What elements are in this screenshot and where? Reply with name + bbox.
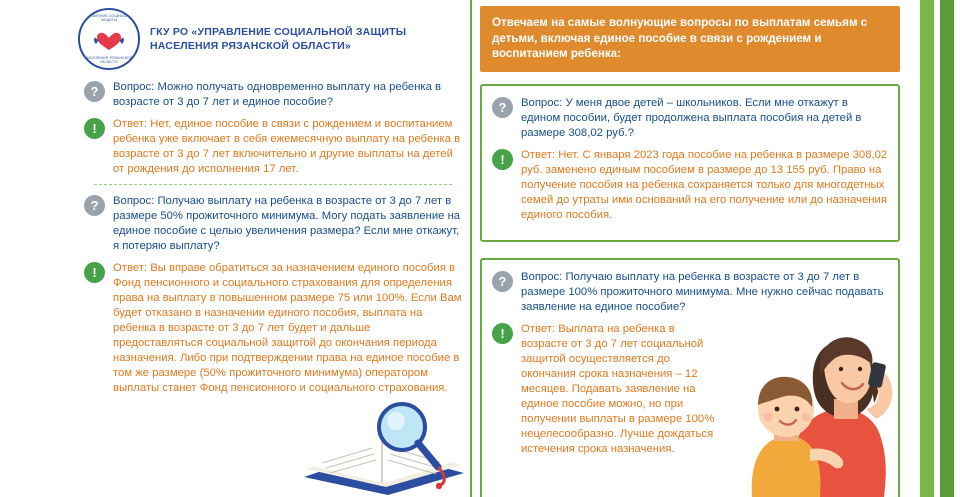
question-label: Вопрос: bbox=[113, 195, 155, 208]
question-body: У меня двое детей – школьников. Если мне откажут в едином пособии, будет продолжена выплата пособия на детей в размере 308,02 руб.? bbox=[521, 96, 862, 139]
question-text bbox=[521, 96, 888, 141]
question-mark-icon: ? bbox=[84, 195, 105, 216]
logo-ring-top-text: УПРАВЛЕНИЕ СОЦИАЛЬНОЙ ЗАЩИТЫ bbox=[82, 14, 136, 22]
exclamation-mark-icon: ! bbox=[492, 323, 513, 344]
question-row bbox=[84, 194, 462, 254]
book-magnifier-illustration bbox=[296, 385, 472, 497]
heart-hands-icon bbox=[92, 27, 126, 53]
organization-title: ГКУ РО «УПРАВЛЕНИЕ СОЦИАЛЬНОЙ ЗАЩИТЫ НАСЕЛЕНИЯ РЯЗАНСКОЙ ОБЛАСТИ» bbox=[150, 25, 407, 52]
question-mark-icon: ? bbox=[492, 271, 513, 292]
logo-ring-bottom-text: НАСЕЛЕНИЯ РЯЗАНСКОЙ ОБЛАСТИ bbox=[85, 56, 133, 64]
answer-body: Нет, единое пособие в связи с рождением и воспитанием ребенка уже включает в себя ежемесячную выплату на ребенка в возрасте от 3 до 7 лет включительно и другие выплаты на детей от рождения до исполнения 17 лет. bbox=[113, 118, 461, 176]
right-column bbox=[480, 0, 900, 497]
answer-label: Ответ: bbox=[521, 323, 556, 336]
exclamation-mark-icon: ! bbox=[84, 262, 105, 283]
question-row bbox=[492, 96, 888, 141]
banner-heading: Отвечаем на самые волнующие вопросы по выплатам семьям с детьми, включая единое пособие в связи с рождением и воспитанием ребенка: bbox=[480, 6, 900, 72]
question-label: Вопрос: bbox=[521, 271, 563, 284]
question-text bbox=[113, 80, 462, 110]
mother-with-child-illustration bbox=[694, 307, 904, 497]
organization-logo-icon bbox=[78, 8, 140, 70]
question-mark-icon: ? bbox=[84, 81, 105, 102]
answer-label: Ответ: bbox=[521, 148, 556, 161]
exclamation-mark-icon: ! bbox=[84, 118, 105, 139]
answer-text bbox=[521, 322, 716, 457]
exclamation-mark-icon: ! bbox=[492, 149, 513, 170]
section-divider bbox=[94, 184, 452, 185]
answer-row bbox=[84, 261, 462, 396]
organization-header bbox=[76, 0, 470, 80]
answer-row bbox=[84, 117, 462, 177]
question-label: Вопрос: bbox=[113, 81, 155, 93]
question-mark-icon: ? bbox=[492, 97, 513, 118]
answer-body: Вы вправе обратиться за назначением единого пособия в Фонд пенсионного и социального страхования для определения права на выплату в повышенном размере 75 или 100%. Если Вам будет отказано в назначении единого пособия, выплата на ребенка в возрасте от 3 до 7 лет будет и дальше предоставляться социальной защитой до окончания периода назначения. Либо при подтверждении права на единое пособие в том же размере (50% прожиточного минимума) оператором выплаты станет Фонд пенсионного и социального страхования. bbox=[113, 262, 462, 395]
question-label: Вопрос: bbox=[521, 96, 563, 109]
answer-body: Нет. С января 2023 года пособие на ребенка в размере 308,02 руб. заменено единым пособием в размере до 13 155 руб. Право на получение пособия на ребенка сохраняется только для многодетных семей до утраты ими оснований на его получение или до назначения единого пособия. bbox=[521, 148, 888, 222]
question-row bbox=[84, 80, 462, 110]
right-qa-card-1 bbox=[480, 84, 900, 242]
question-body: Получаю выплату на ребенка в возрасте от 3 до 7 лет в размере 50% прожиточного минимума. Могу подать заявление на единое пособие с целью увеличения размера? Если мне откажут, я потеряю выплату? bbox=[113, 195, 461, 253]
answer-text bbox=[113, 261, 462, 396]
question-body: Получаю выплату на ребенка в возрасте от 3 до 7 лет в размере 100% прожиточного минимума. Мне нужно сейчас подавать заявление на единое пособие? bbox=[521, 271, 884, 314]
left-column bbox=[76, 0, 472, 497]
right-edge-strip-outer bbox=[940, 0, 954, 497]
left-qa-block bbox=[76, 80, 470, 396]
answer-text bbox=[521, 148, 888, 223]
answer-label: Ответ: bbox=[113, 262, 148, 275]
right-edge-strip bbox=[920, 0, 934, 497]
answer-row bbox=[492, 148, 888, 223]
question-text bbox=[113, 194, 462, 254]
answer-text bbox=[113, 117, 462, 177]
question-body: Можно получать одновременно выплату на ребенка в возрасте от 3 до 7 лет и единое пособие? bbox=[113, 81, 442, 109]
answer-body: Выплата на ребенка в возрасте от 3 до 7 лет социальной защитой осуществляется до окончания срока назначения – 12 месяцев. Подавать заявление на единое пособие можно, но при получении выплаты в размере 100% нецелесообразно. Лучше дождаться истечения срока назначения. bbox=[521, 323, 715, 456]
answer-label: Ответ: bbox=[113, 118, 148, 131]
